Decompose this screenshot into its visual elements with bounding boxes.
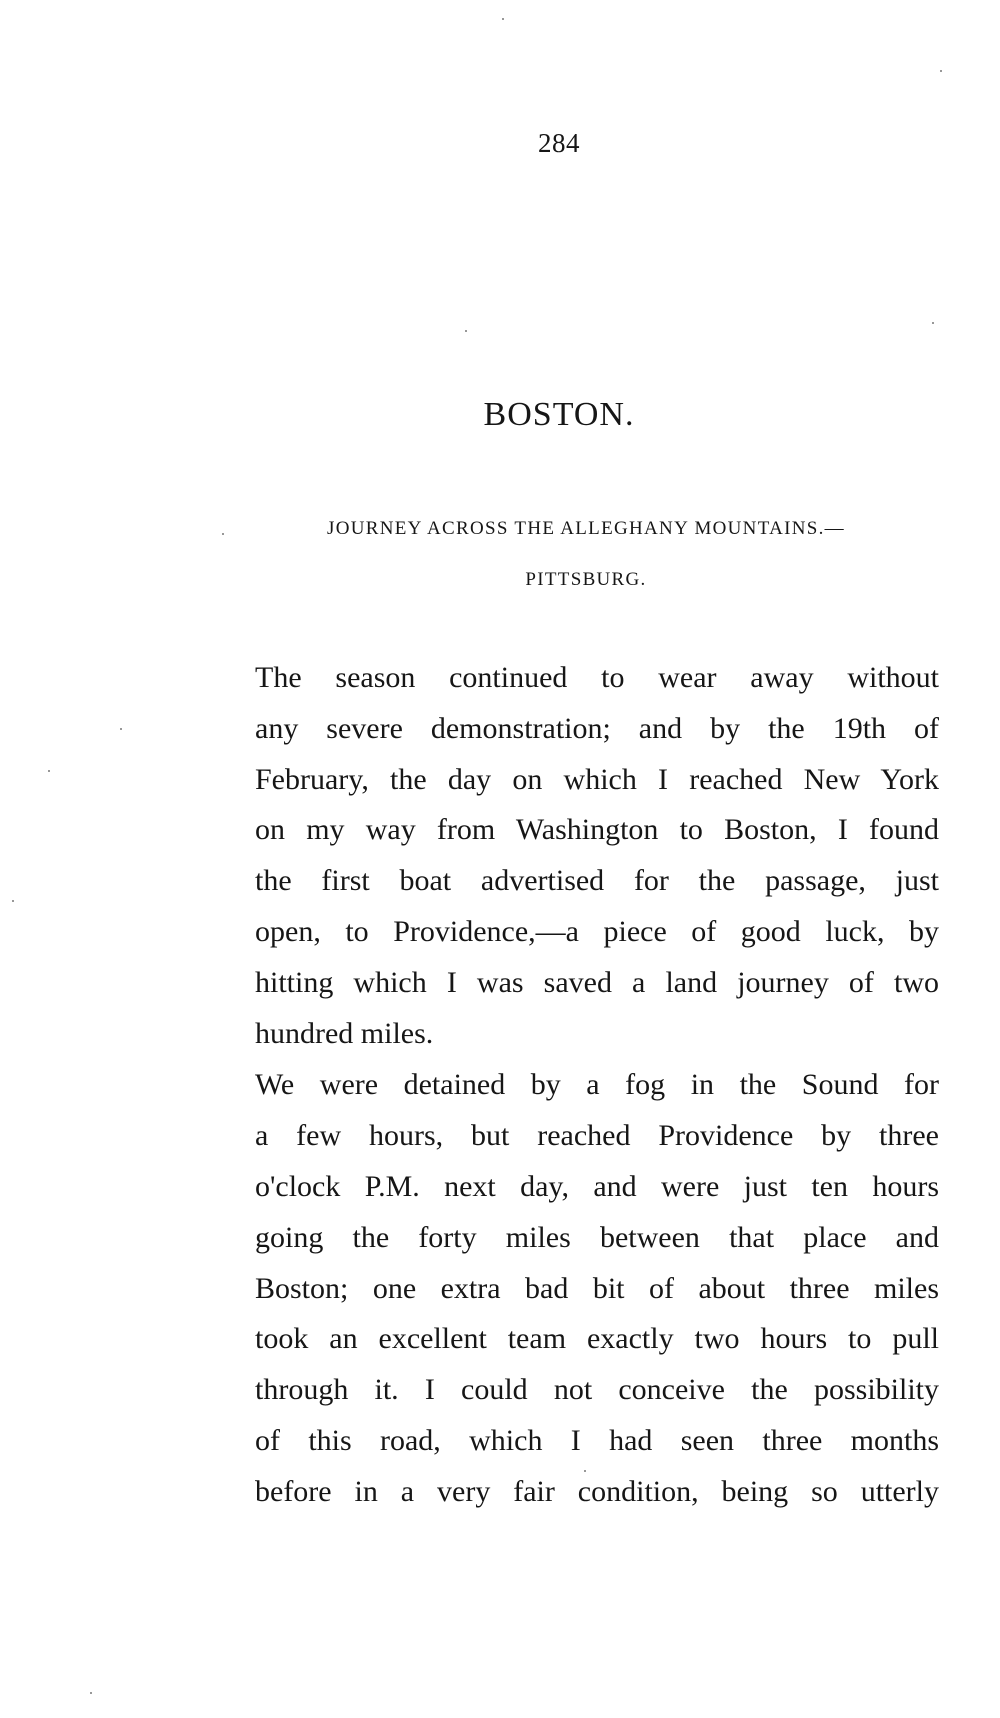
text-line: through it. I could not conceive the possibility	[255, 1373, 939, 1407]
text-line: hitting which I was saved a land journey of two	[255, 965, 939, 999]
paper-speck	[48, 770, 50, 772]
text-line: took an excellent team exactly two hours to pull	[255, 1322, 939, 1356]
text-line: open, to Providence,—a piece of good luck, by	[255, 914, 939, 948]
paper-speck	[940, 70, 942, 72]
paragraph-2	[223, 1060, 939, 1517]
text-line: a few hours, but reached Providence by three	[255, 1119, 939, 1153]
text-line: Boston; one extra bad bit of about three miles	[255, 1271, 939, 1305]
chapter-title: BOSTON.	[483, 396, 635, 433]
text-line: o'clock P.M. next day, and were just ten hours	[255, 1169, 939, 1203]
text-line: the first boat advertised for the passage, just	[255, 864, 939, 898]
text-line: hundred miles.	[255, 1016, 434, 1050]
paragraph-1	[223, 653, 939, 1059]
page-number: 284	[538, 128, 580, 158]
text-line: February, the day on which I reached New York	[255, 762, 939, 796]
text-line: any severe demonstration; and by the 19th of	[255, 711, 939, 745]
chapter-subtitle-line-1: JOURNEY ACROSS THE ALLEGHANY MOUNTAINS.—	[327, 518, 845, 539]
paper-speck	[120, 728, 122, 730]
body-text	[223, 653, 939, 1519]
text-line: of this road, which I had seen three months	[255, 1423, 939, 1457]
chapter-subtitle-line-2: PITTSBURG.	[525, 569, 647, 590]
paper-speck	[222, 533, 224, 535]
text-line: on my way from Washington to Boston, I found	[255, 813, 939, 847]
text-line: going the forty miles between that place and	[255, 1220, 939, 1254]
paper-speck	[90, 1692, 92, 1694]
text-line: The season continued to wear away without	[255, 661, 939, 694]
paper-speck	[932, 322, 934, 324]
paper-speck	[502, 18, 504, 20]
paper-speck	[584, 1470, 586, 1472]
paper-speck	[12, 900, 14, 902]
text-line: before in a very fair condition, being so utterly	[255, 1474, 939, 1508]
paper-speck	[465, 330, 467, 332]
text-line: We were detained by a fog in the Sound for	[255, 1068, 939, 1102]
